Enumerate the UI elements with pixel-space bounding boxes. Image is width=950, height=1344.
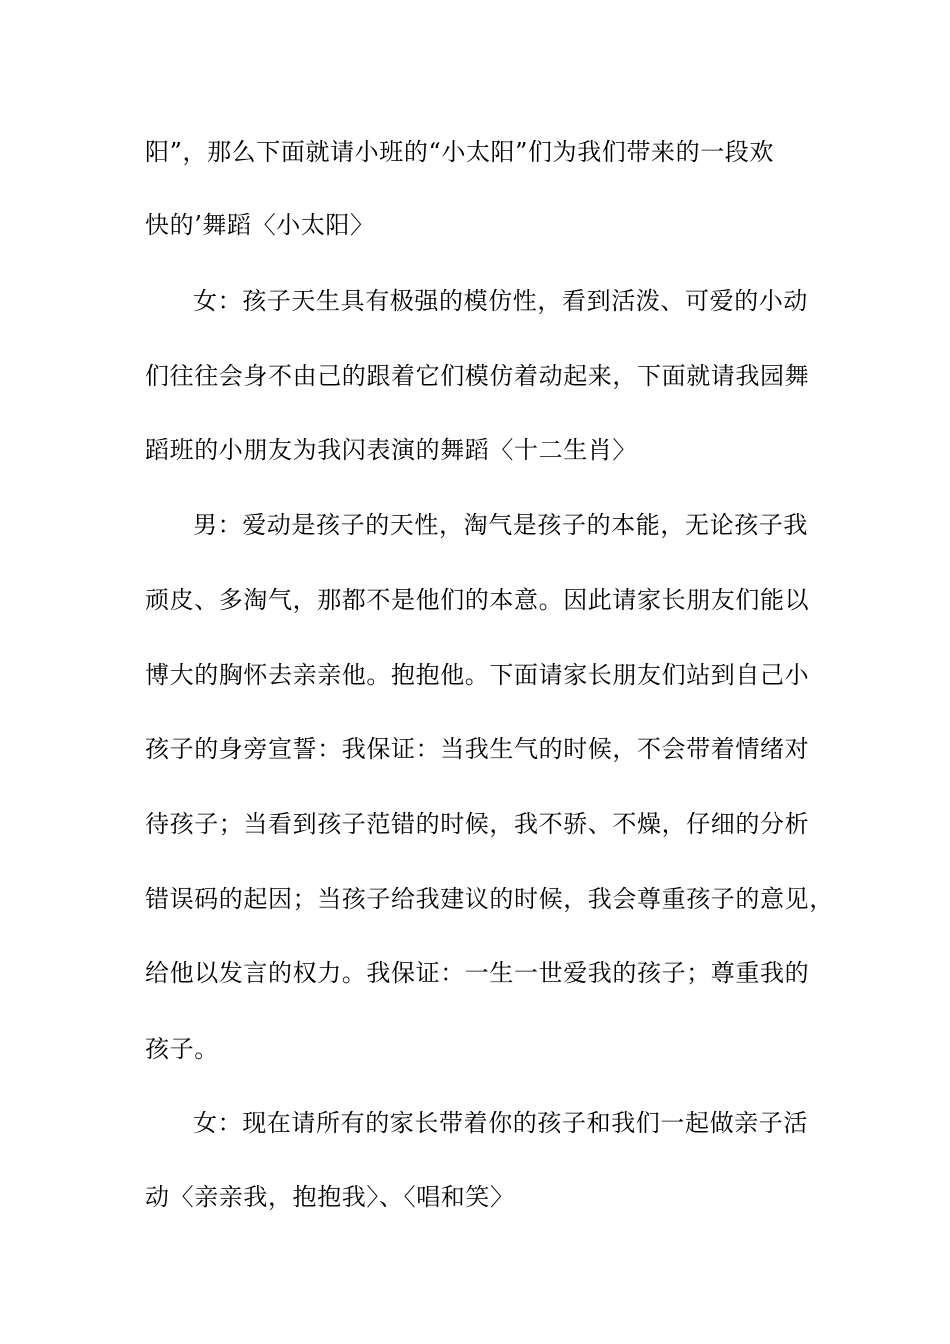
text-line: 待孩子；当看到孩子范错的时候，我不骄、不燥，仔细的分析 (145, 810, 810, 838)
text-line: 阳”，那么下面就请小班的“小太阳”们为我们带来的一段欢 (145, 138, 775, 166)
text-line: 给他以发言的权力。我保证：一生一世爱我的孩子；尊重我的 (145, 959, 810, 987)
text-line: 快的’舞蹈〈小太阳〉 (145, 211, 375, 239)
text-line: 顽皮、多淘气，那都不是他们的本意。因此请家长朋友们能以 (145, 586, 810, 614)
text-line: 错误码的起因；当孩子给我建议的时候，我会尊重孩子的意见， (145, 885, 834, 913)
text-line: 动〈亲亲我，抱抱我〉、〈唱和笑〉 (145, 1183, 515, 1211)
text-line: 孩子的身旁宣誓：我保证：当我生气的时候，不会带着情绪对 (145, 735, 810, 763)
paragraph-start-line: 女：现在请所有的家长带着你的孩子和我们一起做亲子活 (193, 1109, 808, 1137)
text-line: 们往往会身不由己的跟着它们模仿着动起来，下面就请我园舞 (145, 362, 810, 390)
text-line: 孩子。 (145, 1035, 219, 1063)
paragraph-start-line: 女：孩子天生具有极强的模仿性，看到活泼、可爱的小动 (193, 287, 808, 315)
text-line: 博大的胸怀去亲亲他。抱抱他。下面请家长朋友们站到自己小 (145, 661, 810, 689)
paragraph-start-line: 男：爱动是孩子的天性，淘气是孩子的本能，无论孩子我 (193, 511, 808, 539)
text-line: 蹈班的小朋友为我闪表演的舞蹈〈十二生肖〉 (145, 436, 637, 464)
